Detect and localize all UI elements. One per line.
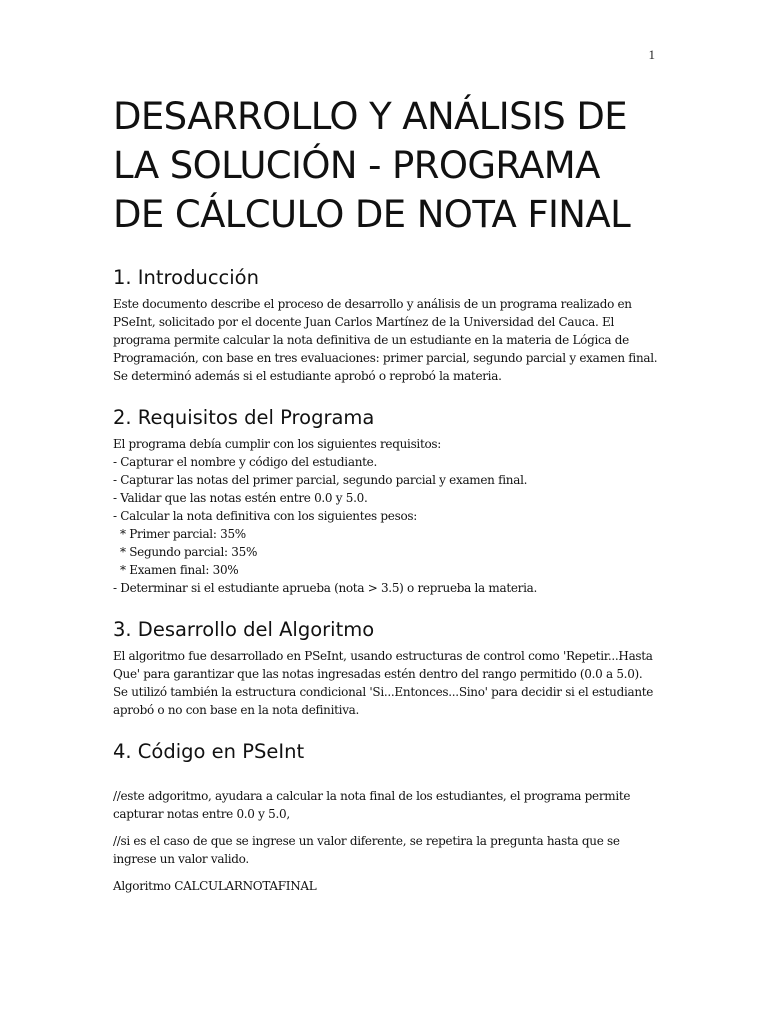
- requirements-list: [113, 435, 658, 597]
- requirements-line: * Examen final: 30%: [113, 563, 239, 577]
- code-comment-line: //este adgoritmo, ayudara a calcular la nota final de los estudiantes, el programa permite capturar notas entre 0.0 y 5.0,: [113, 789, 631, 821]
- code-algorithm-line: Algoritmo CALCULARNOTAFINAL: [113, 879, 317, 893]
- algorithm-paragraph: El algoritmo fue desarrollado en PSeInt, usando estructuras de control como 'Repetir...Hasta Que' para garantizar que las notas ingresadas estén dentro del rango permitido (0.0 a 5.0). Se utilizó también la estructura condicional 'Si...Entonces...Sino' para decidir si el estudiante aprobó o no con base en la nota definitiva.: [113, 649, 654, 717]
- section-heading-algorithm: 3. Desarrollo del Algoritmo: [113, 618, 375, 641]
- requirements-line: * Segundo parcial: 35%: [113, 545, 258, 559]
- requirements-line: * Primer parcial: 35%: [113, 527, 246, 541]
- section-heading-code: 4. Código en PSeInt: [113, 740, 305, 763]
- requirements-line: - Capturar las notas del primer parcial, segundo parcial y examen final.: [113, 473, 528, 487]
- page-content: [113, 92, 658, 915]
- document-title: DESARROLLO Y ANÁLISIS DE LA SOLUCIÓN - PROGRAMA DE CÁLCULO DE NOTA FINAL: [113, 95, 631, 236]
- section-heading-introduction: 1. Introducción: [113, 266, 259, 289]
- section-heading-requirements: 2. Requisitos del Programa: [113, 406, 375, 429]
- section-code: [113, 739, 658, 895]
- requirements-line: - Determinar si el estudiante aprueba (nota > 3.5) o reprueba la materia.: [113, 581, 538, 595]
- section-requirements: [113, 405, 658, 597]
- section-algorithm: [113, 617, 658, 719]
- requirements-line: - Validar que las notas estén entre 0.0 y 5.0.: [113, 491, 368, 505]
- page-number: 1: [648, 47, 655, 62]
- section-introduction: [113, 265, 658, 385]
- code-comment-line: //si es el caso de que se ingrese un valor diferente, se repetira la pregunta hasta que se ingrese un valor valido.: [113, 834, 620, 866]
- requirements-line: - Calcular la nota definitiva con los siguientes pesos:: [113, 509, 417, 523]
- introduction-paragraph: Este documento describe el proceso de desarrollo y análisis de un programa realizado en PSeInt, solicitado por el docente Juan Carlos Martínez de la Universidad del Cauca. El programa permite calcular la nota definitiva de un estudiante en la materia de Lógica de Programación, con base en tres evaluaciones: primer parcial, segundo parcial y examen final. Se determinó además si el estudiante aprobó o reprobó la materia.: [113, 297, 658, 383]
- requirements-line: El programa debía cumplir con los siguientes requisitos:: [113, 437, 442, 451]
- requirements-line: - Capturar el nombre y código del estudiante.: [113, 455, 377, 469]
